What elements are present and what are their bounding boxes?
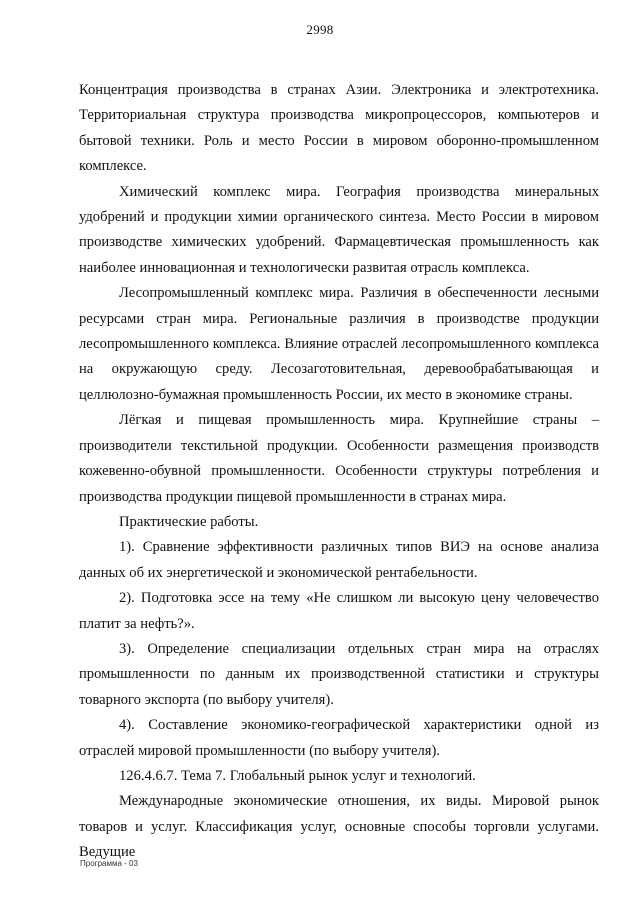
page-number: 2998 bbox=[306, 22, 334, 37]
paragraph-light-food-industry: Лёгкая и пищевая промышленность мира. Крупнейшие страны – производители текстильной продукции. Особенности размещения производств кожевенно-обувной промышленности. Особенности структуры потребления и производства продукции пищевой промышленности в странах мира. bbox=[79, 412, 599, 505]
practical-work-3: 3). Определение специализации отдельных стран мира на отраслях промышленности по данным их производственной статистики и структуры товарного экспорта (по выбору учителя). bbox=[79, 640, 599, 708]
section-heading-topic-7: 126.4.6.7. Тема 7. Глобальный рынок услуг и технологий. bbox=[119, 767, 476, 784]
practical-work-1: 1). Сравнение эффективности различных типов ВИЭ на основе анализа данных об их энергетической и экономической рентабельности. bbox=[79, 539, 599, 581]
paragraph-electronics: Концентрация производства в странах Азии. Электроника и электротехника. Территориальная структура производства микропроцессоров, компьютеров и бытовой техники. Роль и место России в мировом оборонно-промышленном комплексе. bbox=[79, 82, 599, 175]
paragraph-international-relations: Международные экономические отношения, их виды. Мировой рынок товаров и услуг. Классификация услуг, основные способы торговли услугами. Ведущие bbox=[79, 793, 599, 861]
paragraph-forest-complex: Лесопромышленный комплекс мира. Различия в обеспеченности лесными ресурсами стран мира. Региональные различия в производстве продукции лесопромышленного комплекса. Влияние отраслей лесопромышленного комплекса на окружающую среду. Лесозаготовительная, деревообрабатывающая и целлюлозно-бумажная промышленность России, их место в экономике страны. bbox=[79, 285, 599, 403]
practical-work-4: 4). Составление экономико-географической характеристики одной из отраслей мировой промышленности (по выбору учителя). bbox=[79, 717, 599, 759]
practical-work-2: 2). Подготовка эссе на тему «Не слишком ли высокую цену человечество платит за нефть?». bbox=[79, 590, 599, 632]
footer-label: Программа - 03 bbox=[80, 859, 138, 868]
document-body bbox=[79, 78, 599, 866]
practical-works-heading: Практические работы. bbox=[119, 513, 259, 530]
paragraph-chemical-complex: Химический комплекс мира. География производства минеральных удобрений и продукции химии органического синтеза. Место России в мировом производстве химических удобрений. Фармацевтическая промышленность как наиболее инновационная и технологически развитая отрасль комплекса. bbox=[79, 183, 599, 276]
